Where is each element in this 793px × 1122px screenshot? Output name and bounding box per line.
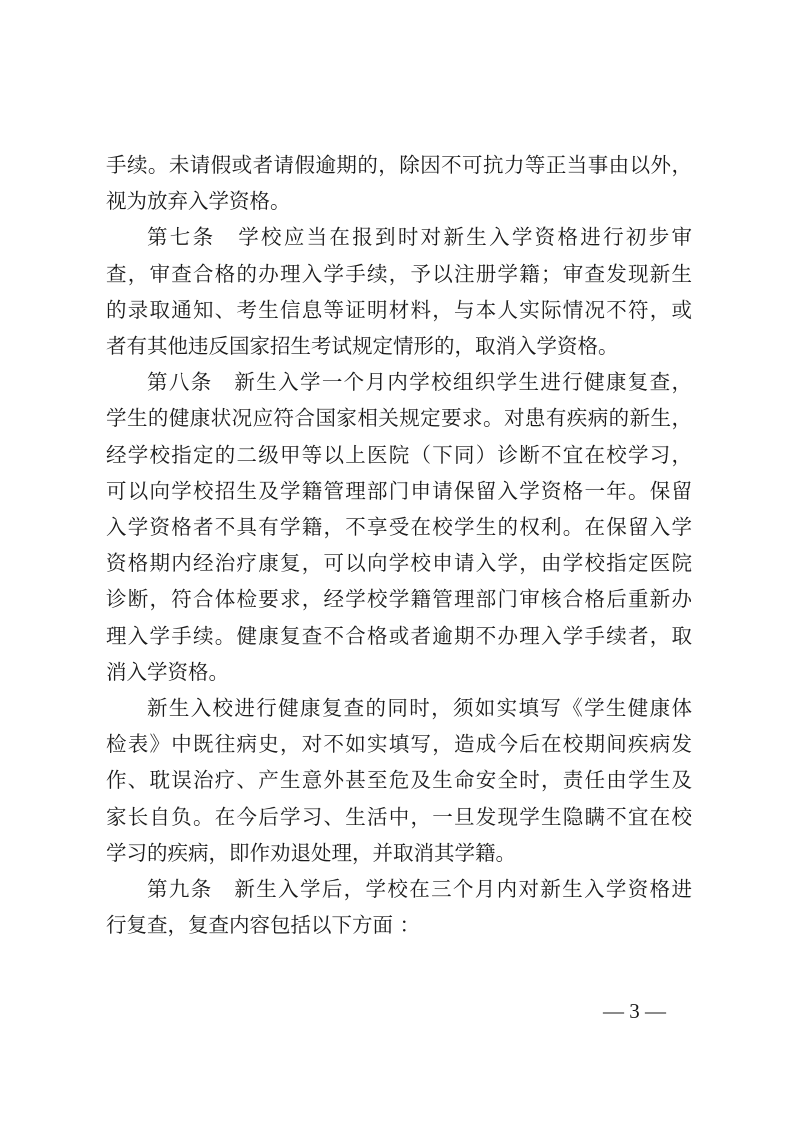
text-line: 检表》中既往病史，对不如实填写，造成今后在校期间疾病发 — [106, 732, 692, 757]
text-line: 第九条 新生入学后，学校在三个月内对新生入学资格进 — [147, 877, 692, 902]
text-line: 消入学资格。 — [106, 659, 229, 684]
text-line: 资格期内经治疗康复，可以向学校申请入学，由学校指定医院 — [106, 551, 692, 576]
text-line: 视为放弃入学资格。 — [106, 189, 291, 214]
body-text — [106, 147, 692, 943]
paragraph-enrollment-procedures — [106, 147, 692, 219]
paragraph-article-7 — [106, 219, 692, 364]
text-line: 的录取通知、考生信息等证明材料，与本人实际情况不符，或 — [106, 297, 692, 322]
paragraph-health-form — [106, 690, 692, 871]
text-line: 家长自负。在今后学习、生活中，一旦发现学生隐瞒不宜在校 — [106, 804, 692, 829]
text-line: 手续。未请假或者请假逾期的，除因不可抗力等正当事由以外， — [106, 153, 692, 177]
text-line: 新生入校进行健康复查的同时，须如实填写《学生健康体 — [147, 696, 692, 721]
text-line: 第八条 新生入学一个月内学校组织学生进行健康复查， — [147, 370, 692, 395]
text-line: 者有其他违反国家招生考试规定情形的，取消入学资格。 — [106, 334, 619, 359]
text-line: 第七条 学校应当在报到时对新生入学资格进行初步审 — [147, 225, 692, 250]
text-line: 行复查，复查内容包括以下方面 ： — [106, 913, 421, 938]
text-line: 理入学手续。健康复查不合格或者逾期不办理入学手续者，取 — [106, 623, 692, 648]
text-line: 入学资格者不具有学籍，不享受在校学生的权利。在保留入学 — [106, 515, 692, 540]
text-line: 查，审查合格的办理入学手续，予以注册学籍；审查发现新生 — [106, 261, 692, 286]
text-line: 可以向学校招生及学籍管理部门申请保留入学资格一年。保留 — [106, 478, 692, 503]
text-line: 诊断，符合体检要求，经学校学籍管理部门审核合格后重新办 — [106, 587, 692, 612]
paragraph-article-9 — [106, 871, 692, 943]
text-line: 作、耽误治疗、产生意外甚至危及生命安全时，责任由学生及 — [106, 768, 692, 793]
page-number: — 3 — — [603, 999, 666, 1023]
text-line: 学生的健康状况应符合国家相关规定要求。对患有疾病的新生， — [106, 406, 692, 431]
paragraph-article-8 — [106, 364, 692, 690]
text-line: 经学校指定的二级甲等以上医院（下同）诊断不宜在校学习， — [106, 442, 692, 467]
text-line: 学习的疾病，即作劝退处理，并取消其学籍。 — [106, 840, 516, 865]
